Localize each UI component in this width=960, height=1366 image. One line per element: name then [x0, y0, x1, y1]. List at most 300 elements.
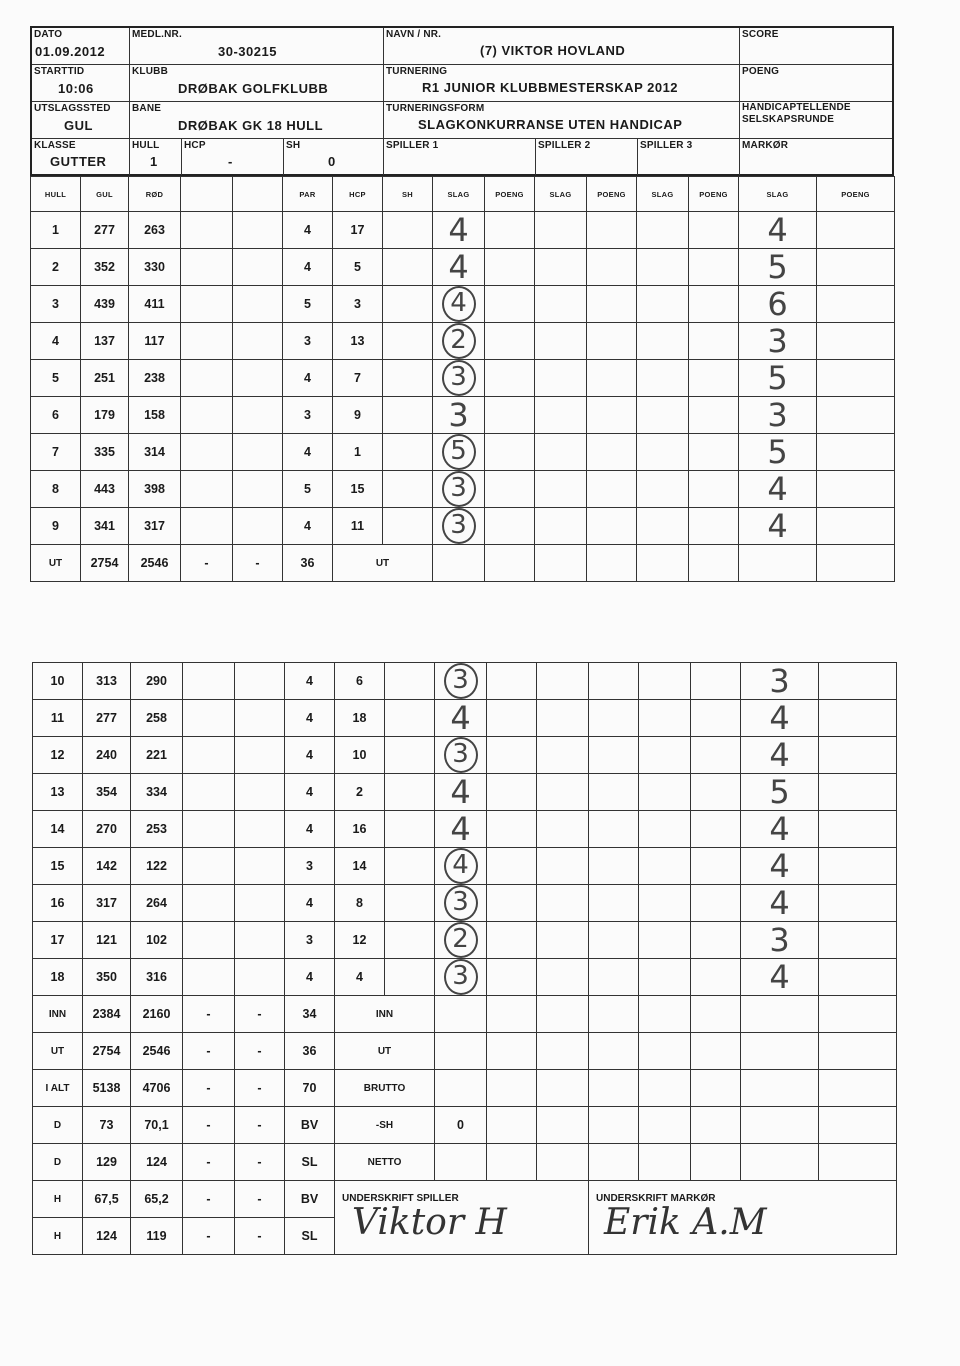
summary-row: [33, 996, 897, 1033]
empty-cell: [181, 471, 233, 508]
hole-par: 5: [283, 286, 333, 323]
hole-par: 4: [283, 360, 333, 397]
hole-par: 4: [285, 885, 335, 922]
empty-cell: [817, 508, 895, 545]
marker-strokes-cell: [739, 434, 817, 471]
empty-cell: [817, 212, 895, 249]
total-tag: UT: [333, 545, 433, 582]
yardage-gul: 137: [81, 323, 129, 360]
yardage-rod: 258: [131, 700, 183, 737]
player-strokes: 4: [442, 286, 476, 322]
empty-cell: [691, 1033, 741, 1070]
summary-extra: [435, 996, 487, 1033]
hole-number: 12: [33, 737, 83, 774]
hole-row: [31, 471, 895, 508]
hole-row: [31, 323, 895, 360]
total-rod: 2546: [129, 545, 181, 582]
summary-row: [33, 1107, 897, 1144]
hole-row: [33, 885, 897, 922]
empty-cell: [691, 663, 741, 700]
empty-cell: [183, 663, 235, 700]
medl-value: 30-30215: [218, 44, 277, 59]
hole-par: 3: [285, 922, 335, 959]
column-header: POENG: [485, 177, 535, 212]
empty-cell: [639, 1033, 691, 1070]
summary-gul: 73: [83, 1107, 131, 1144]
utslag-cell: [32, 102, 130, 139]
player-strokes: 4: [450, 810, 471, 848]
empty-cell: [485, 471, 535, 508]
yardage-gul: 121: [83, 922, 131, 959]
summary-label: UT: [33, 1033, 83, 1070]
total-gul: 2754: [81, 545, 129, 582]
empty-cell: [589, 811, 639, 848]
marker-strokes: 5: [767, 359, 788, 397]
empty-cell: [235, 774, 285, 811]
empty-cell: [637, 545, 689, 582]
empty-cell: [819, 700, 897, 737]
empty-cell: [183, 959, 235, 996]
yardage-gul: 270: [83, 811, 131, 848]
sh-cell: [383, 323, 433, 360]
empty-cell: [739, 545, 817, 582]
empty-cell: [819, 1107, 897, 1144]
yardage-gul: 142: [83, 848, 131, 885]
slope-gul: 124: [83, 1218, 131, 1255]
empty-cell: [235, 663, 285, 700]
empty-cell: [183, 922, 235, 959]
empty-cell: [181, 286, 233, 323]
player-strokes: 4: [450, 773, 471, 811]
empty-cell: [235, 700, 285, 737]
empty-cell: [587, 545, 637, 582]
yardage-gul: 313: [83, 663, 131, 700]
empty-cell: [587, 508, 637, 545]
empty-cell: [183, 774, 235, 811]
spiller2-cell: [536, 139, 638, 175]
empty-cell: [233, 397, 283, 434]
slope-rod: 119: [131, 1218, 183, 1255]
hole-row: [33, 811, 897, 848]
starttid-value: 10:06: [58, 81, 94, 96]
empty-cell: [535, 508, 587, 545]
slope-label: H: [33, 1218, 83, 1255]
empty-cell: [587, 360, 637, 397]
hole-number: 14: [33, 811, 83, 848]
empty-cell: [689, 545, 739, 582]
empty-cell: [817, 397, 895, 434]
markor-signature: Erik A.M: [604, 1202, 767, 1243]
hole-number: 8: [31, 471, 81, 508]
empty-cell: [589, 885, 639, 922]
hcp-label: HCP: [184, 140, 206, 151]
empty-cell: [689, 286, 739, 323]
player-strokes-cell: [433, 397, 485, 434]
empty-cell: [181, 249, 233, 286]
empty-cell: [689, 249, 739, 286]
slope-gul: 67,5: [83, 1181, 131, 1218]
marker-strokes-cell: [739, 323, 817, 360]
empty-cell: [485, 545, 535, 582]
slope-par: SL: [285, 1218, 335, 1255]
slope-dash: -: [235, 1181, 285, 1218]
marker-strokes-cell: [739, 471, 817, 508]
column-header-row: [31, 177, 895, 212]
hole-number: 13: [33, 774, 83, 811]
utslag-value: GUL: [64, 118, 93, 133]
empty-cell: [589, 700, 639, 737]
summary-gul: 2384: [83, 996, 131, 1033]
summary-row: [33, 1033, 897, 1070]
sh-cell: [383, 508, 433, 545]
summary-rod: 70,1: [131, 1107, 183, 1144]
sh-label: SH: [286, 140, 301, 151]
empty-cell: [691, 1107, 741, 1144]
hole-number: 2: [31, 249, 81, 286]
empty-cell: [537, 737, 589, 774]
empty-cell: [235, 922, 285, 959]
hole-number: 5: [31, 360, 81, 397]
summary-dash: -: [235, 1070, 285, 1107]
summary-par: 34: [285, 996, 335, 1033]
player-strokes: 3: [448, 396, 469, 434]
empty-cell: [487, 1107, 537, 1144]
empty-cell: [183, 700, 235, 737]
marker-strokes: 4: [767, 470, 788, 508]
column-header: GUL: [81, 177, 129, 212]
marker-strokes: 6: [767, 285, 788, 323]
column-header: SLAG: [637, 177, 689, 212]
hole-hcp: 12: [335, 922, 385, 959]
hole-number: 3: [31, 286, 81, 323]
hole-number: 11: [33, 700, 83, 737]
hole-row: [33, 700, 897, 737]
empty-cell: [235, 737, 285, 774]
empty-cell: [233, 249, 283, 286]
empty-cell: [691, 996, 741, 1033]
sh-cell: [383, 397, 433, 434]
empty-cell: [587, 212, 637, 249]
player-strokes: 3: [442, 471, 476, 507]
empty-cell: [485, 508, 535, 545]
yardage-gul: 179: [81, 397, 129, 434]
turneringsform-value: SLAGKONKURRANSE UTEN HANDICAP: [418, 117, 683, 132]
markor-label: MARKØR: [742, 140, 789, 151]
empty-cell: [233, 360, 283, 397]
hole-number: 9: [31, 508, 81, 545]
empty-cell: [487, 885, 537, 922]
utslag-label: UTSLAGSSTED: [34, 103, 111, 114]
empty-cell: [689, 508, 739, 545]
column-header: POENG: [587, 177, 637, 212]
medl-label: MEDL.NR.: [132, 29, 182, 40]
column-header: PAR: [283, 177, 333, 212]
player-strokes: 2: [444, 922, 478, 958]
hole-row: [33, 848, 897, 885]
empty-cell: [181, 434, 233, 471]
hole-par: 4: [285, 700, 335, 737]
yardage-rod: 316: [131, 959, 183, 996]
empty-cell: [485, 434, 535, 471]
klubb-value: DRØBAK GOLFKLUBB: [178, 81, 329, 96]
player-strokes-cell: [435, 848, 487, 885]
empty-cell: [535, 360, 587, 397]
marker-strokes: 4: [769, 699, 790, 737]
summary-dash: -: [183, 1107, 235, 1144]
empty-cell: [233, 212, 283, 249]
bane-cell: [130, 102, 384, 139]
empty-cell: [535, 249, 587, 286]
markor-cell: [740, 139, 892, 175]
empty-cell: [691, 737, 741, 774]
empty-cell: [589, 663, 639, 700]
empty-cell: [235, 885, 285, 922]
spiller-signature: Viktor H: [352, 1202, 507, 1243]
empty-cell: [587, 286, 637, 323]
empty-cell: [181, 508, 233, 545]
player-strokes: 4: [450, 699, 471, 737]
empty-cell: [181, 212, 233, 249]
spiller-signature-label: UNDERSKRIFT SPILLER: [342, 1193, 459, 1204]
yardage-rod: 263: [129, 212, 181, 249]
empty-cell: [819, 1070, 897, 1107]
hole-number: 16: [33, 885, 83, 922]
handicaptellende-label: HANDICAPTELLENDE: [742, 102, 851, 113]
scorecard-header: [30, 26, 894, 176]
empty-cell: [741, 1070, 819, 1107]
empty-cell: [537, 848, 589, 885]
empty-cell: [487, 811, 537, 848]
player-strokes-cell: [433, 360, 485, 397]
yardage-gul: 277: [83, 700, 131, 737]
hole-hcp: 4: [335, 959, 385, 996]
turnering-value: R1 JUNIOR KLUBBMESTERSKAP 2012: [422, 80, 679, 95]
hole-number: 17: [33, 922, 83, 959]
empty-cell: [637, 249, 689, 286]
hole-hcp: 2: [335, 774, 385, 811]
empty-cell: [639, 700, 691, 737]
summary-extra: [435, 1144, 487, 1181]
hole-hcp: 11: [333, 508, 383, 545]
slope-par: BV: [285, 1181, 335, 1218]
hole-hcp: 17: [333, 212, 383, 249]
hole-hcp: 10: [335, 737, 385, 774]
total-label: UT: [31, 545, 81, 582]
turneringsform-label: TURNERINGSFORM: [386, 103, 485, 114]
hole-row: [31, 434, 895, 471]
empty-cell: [487, 1144, 537, 1181]
empty-cell: [589, 848, 639, 885]
empty-cell: [819, 885, 897, 922]
empty-cell: [589, 774, 639, 811]
hull-label: HULL: [132, 140, 160, 151]
empty-cell: [589, 1107, 639, 1144]
empty-cell: [817, 471, 895, 508]
navn-value: (7) VIKTOR HOVLAND: [480, 43, 626, 58]
sh-cell: [383, 249, 433, 286]
hole-number: 7: [31, 434, 81, 471]
empty-cell: [689, 471, 739, 508]
empty-cell: [689, 360, 739, 397]
marker-strokes-cell: [741, 774, 819, 811]
total-dash: -: [181, 545, 233, 582]
empty-cell: [487, 700, 537, 737]
player-strokes: 4: [444, 848, 478, 884]
front-nine-table: [30, 176, 895, 582]
empty-cell: [639, 663, 691, 700]
empty-cell: [819, 774, 897, 811]
empty-cell: [235, 811, 285, 848]
empty-cell: [485, 286, 535, 323]
empty-cell: [535, 471, 587, 508]
empty-cell: [637, 360, 689, 397]
summary-dash: -: [183, 1070, 235, 1107]
hole-par: 4: [285, 811, 335, 848]
empty-cell: [233, 471, 283, 508]
marker-strokes: 5: [767, 433, 788, 471]
player-strokes: 3: [442, 360, 476, 396]
player-strokes-cell: [435, 811, 487, 848]
slope-dash: -: [235, 1218, 285, 1255]
hole-row: [33, 774, 897, 811]
empty-cell: [817, 545, 895, 582]
hole-hcp: 1: [333, 434, 383, 471]
sh-cell: [385, 848, 435, 885]
yardage-rod: 264: [131, 885, 183, 922]
empty-cell: [639, 1107, 691, 1144]
marker-strokes-cell: [739, 360, 817, 397]
empty-cell: [183, 737, 235, 774]
summary-extra: [435, 1033, 487, 1070]
marker-strokes: 3: [767, 396, 788, 434]
hole-par: 5: [283, 471, 333, 508]
starttid-label: STARTTID: [34, 66, 85, 77]
sh-cell: [385, 700, 435, 737]
player-strokes: 3: [444, 663, 478, 699]
empty-cell: [691, 1144, 741, 1181]
yardage-rod: 411: [129, 286, 181, 323]
yardage-gul: 277: [81, 212, 129, 249]
empty-cell: [691, 700, 741, 737]
column-header: HCP: [333, 177, 383, 212]
empty-cell: [535, 397, 587, 434]
summary-par: BV: [285, 1107, 335, 1144]
marker-strokes-cell: [739, 508, 817, 545]
hole-par: 4: [283, 434, 333, 471]
empty-cell: [819, 811, 897, 848]
column-header: POENG: [817, 177, 895, 212]
marker-strokes: 4: [769, 810, 790, 848]
empty-cell: [819, 663, 897, 700]
column-header: HULL: [31, 177, 81, 212]
empty-cell: [589, 959, 639, 996]
klasse-value: GUTTER: [50, 154, 107, 169]
empty-cell: [535, 286, 587, 323]
player-strokes-cell: [433, 212, 485, 249]
summary-par: 70: [285, 1070, 335, 1107]
player-strokes: 4: [448, 211, 469, 249]
empty-cell: [535, 323, 587, 360]
yardage-rod: 238: [129, 360, 181, 397]
sh-cell: [385, 885, 435, 922]
hole-par: 4: [283, 212, 333, 249]
empty-cell: [637, 508, 689, 545]
empty-cell: [589, 737, 639, 774]
hole-number: 18: [33, 959, 83, 996]
yardage-gul: 354: [83, 774, 131, 811]
total-dash: -: [233, 545, 283, 582]
empty-cell: [235, 959, 285, 996]
empty-cell: [817, 360, 895, 397]
yardage-rod: 290: [131, 663, 183, 700]
sh-cell: [385, 737, 435, 774]
empty-cell: [689, 323, 739, 360]
empty-cell: [487, 737, 537, 774]
player-strokes-cell: [435, 737, 487, 774]
spiller3-cell: [638, 139, 740, 175]
hole-par: 4: [283, 508, 333, 545]
hole-hcp: 16: [335, 811, 385, 848]
sh-cell: [385, 922, 435, 959]
marker-strokes-cell: [739, 212, 817, 249]
slope-rod: 65,2: [131, 1181, 183, 1218]
score-label: SCORE: [742, 29, 779, 40]
empty-cell: [691, 848, 741, 885]
empty-cell: [235, 848, 285, 885]
empty-cell: [589, 922, 639, 959]
empty-cell: [741, 996, 819, 1033]
hole-number: 10: [33, 663, 83, 700]
empty-cell: [637, 397, 689, 434]
empty-cell: [537, 959, 589, 996]
marker-strokes-cell: [741, 848, 819, 885]
hole-par: 4: [285, 737, 335, 774]
empty-cell: [639, 737, 691, 774]
summary-par: SL: [285, 1144, 335, 1181]
empty-cell: [485, 323, 535, 360]
empty-cell: [183, 885, 235, 922]
klubb-cell: [130, 65, 384, 102]
dato-label: DATO: [34, 29, 63, 40]
marker-strokes: 4: [769, 884, 790, 922]
summary-dash: -: [235, 1107, 285, 1144]
hole-hcp: 15: [333, 471, 383, 508]
dato-cell: [32, 28, 130, 65]
summary-dash: -: [235, 1033, 285, 1070]
empty-cell: [639, 922, 691, 959]
empty-cell: [817, 434, 895, 471]
empty-cell: [433, 545, 485, 582]
empty-cell: [691, 959, 741, 996]
selskapsrunde-label: SELSKAPSRUNDE: [742, 114, 835, 125]
empty-cell: [691, 811, 741, 848]
empty-cell: [487, 959, 537, 996]
sh-cell: [385, 811, 435, 848]
yardage-gul: 251: [81, 360, 129, 397]
empty-cell: [535, 434, 587, 471]
empty-cell: [637, 471, 689, 508]
empty-cell: [485, 212, 535, 249]
summary-extra: 0: [435, 1107, 487, 1144]
empty-cell: [819, 1033, 897, 1070]
klasse-cell: [32, 139, 130, 175]
total-par: 36: [283, 545, 333, 582]
hole-par: 4: [285, 663, 335, 700]
spiller1-label: SPILLER 1: [386, 140, 439, 151]
empty-cell: [819, 848, 897, 885]
hole-number: 1: [31, 212, 81, 249]
empty-cell: [817, 249, 895, 286]
